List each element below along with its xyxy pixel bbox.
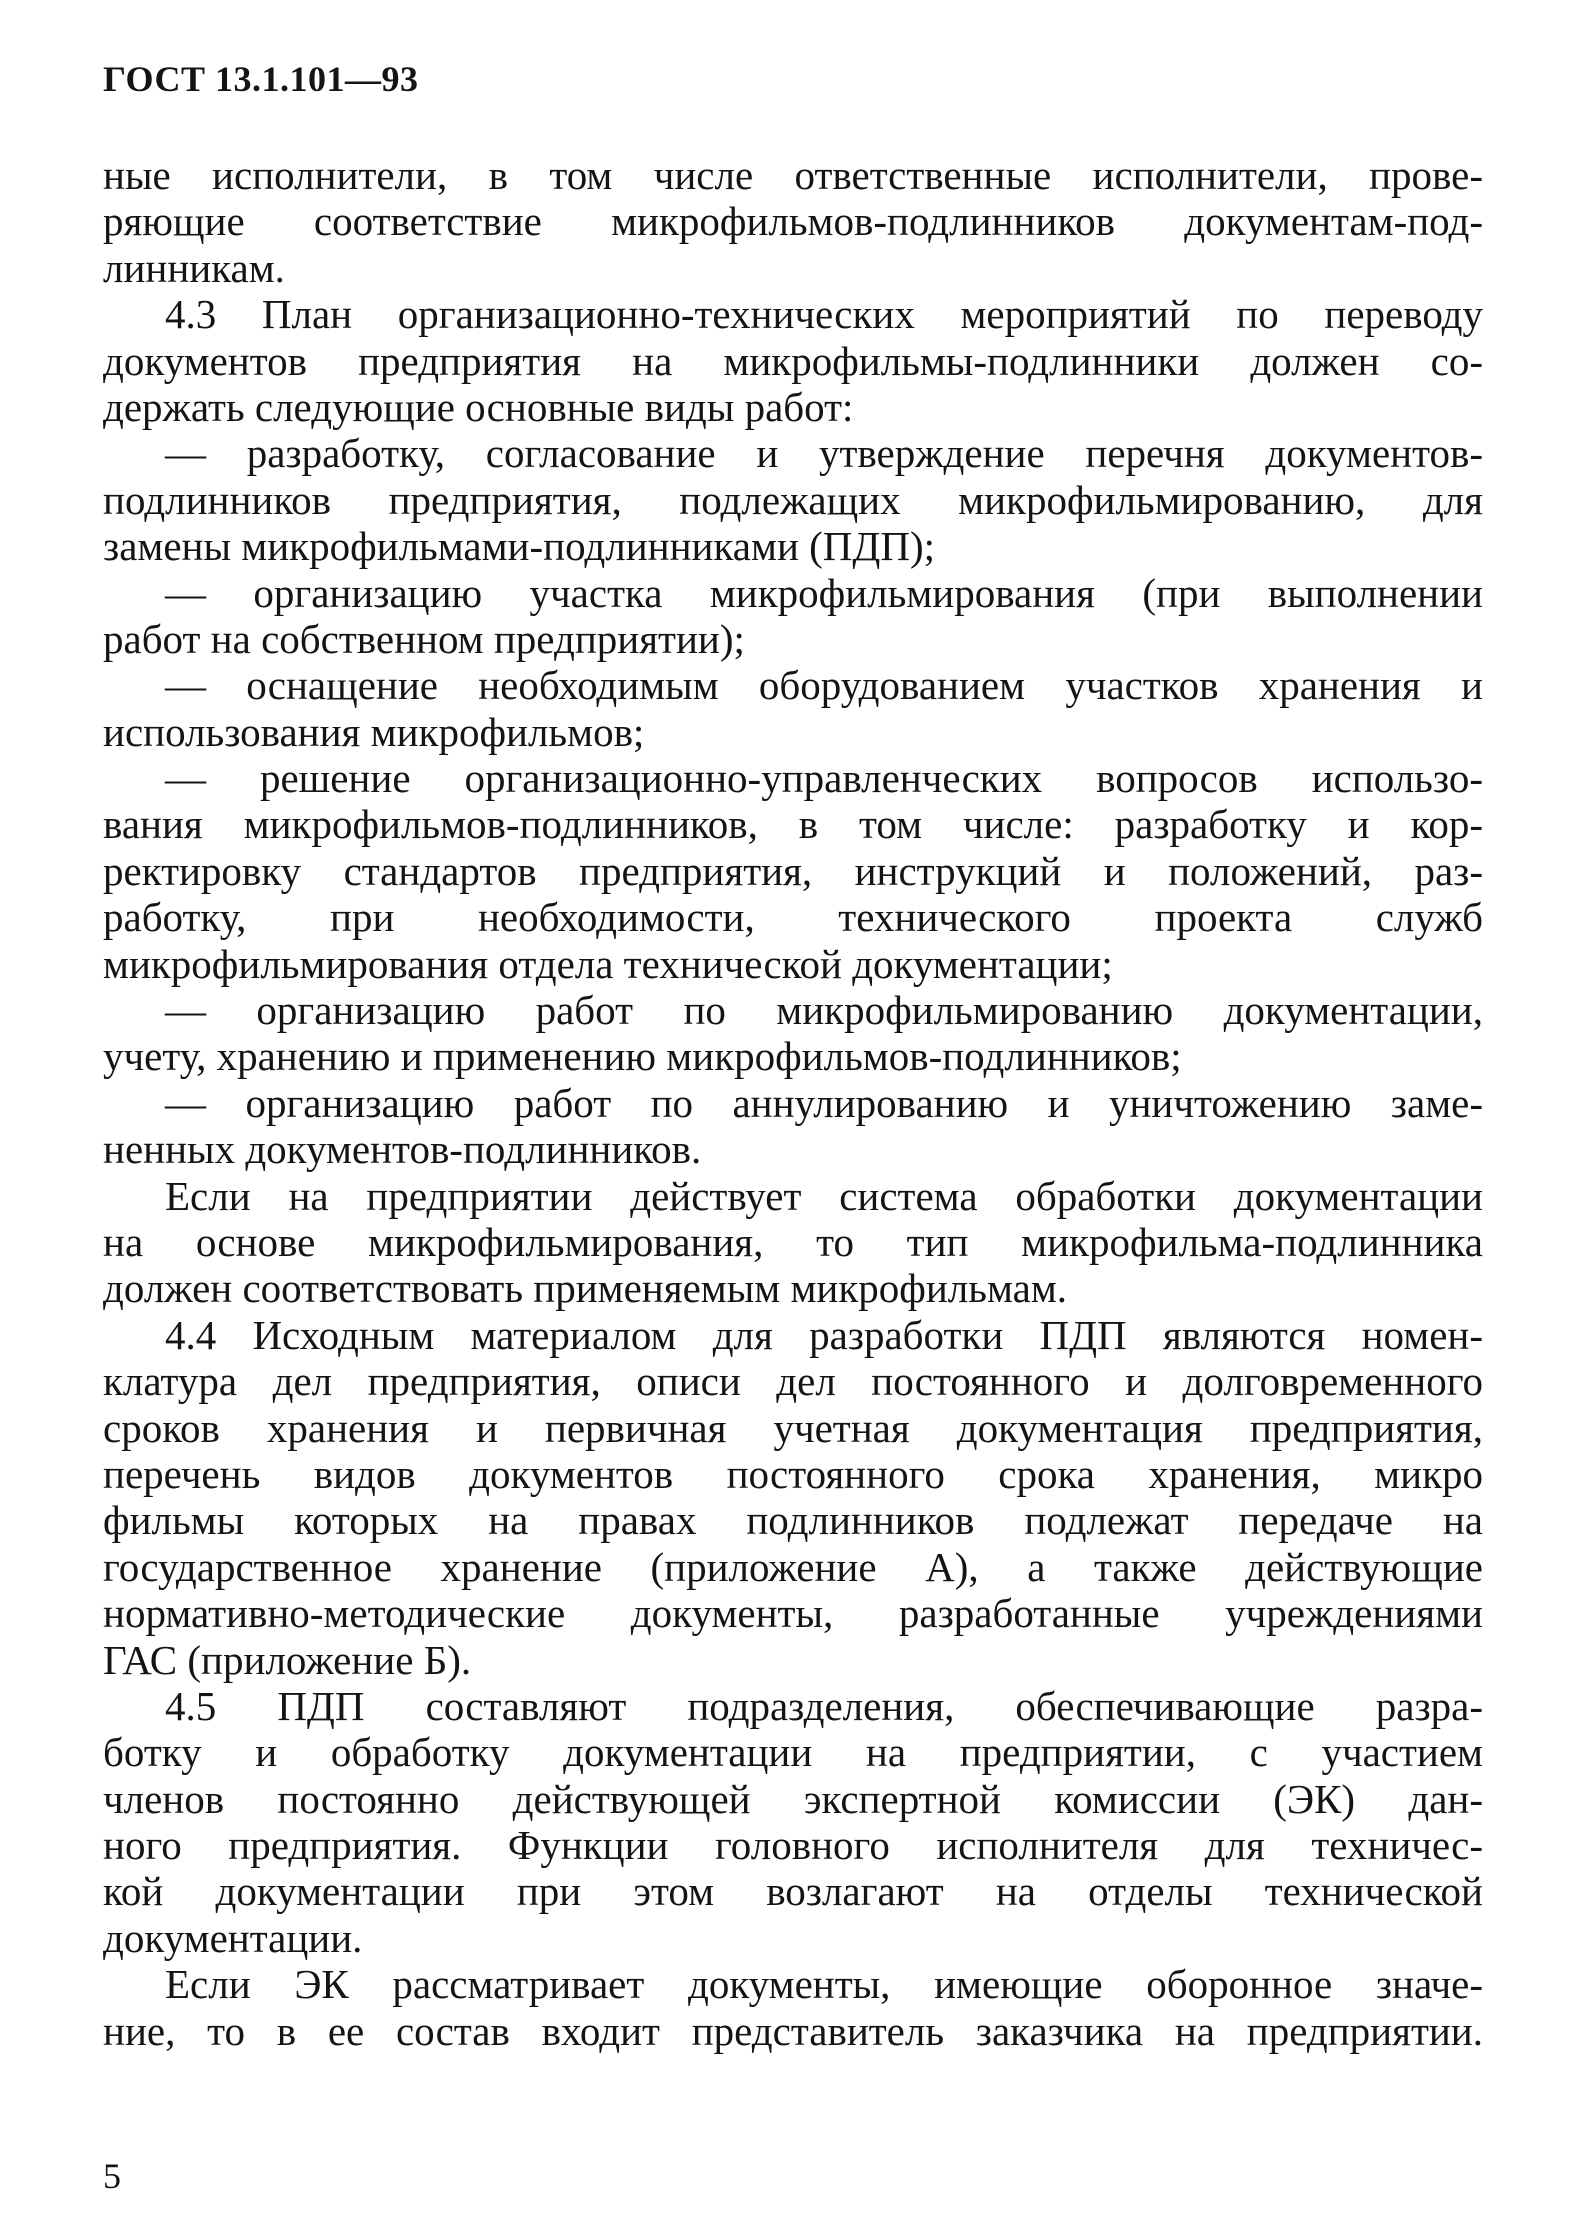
- text-line: Если на предприятии действует система обработки документации: [165, 1172, 1483, 1219]
- text-line: 4.5 ПДП составляют подразделения, обеспечивающие разра-: [165, 1682, 1483, 1729]
- text-line: документации.: [103, 1914, 363, 1961]
- text-line: замены микрофильмами-подлинниками (ПДП);: [103, 523, 936, 570]
- text-line: учету, хранению и применению микрофильмов-подлинников;: [103, 1033, 1182, 1080]
- text-line: членов постоянно действующей экспертной комиссии (ЭК) дан-: [103, 1775, 1483, 1822]
- text-line: — разработку, согласование и утверждение перечня документов-: [165, 430, 1483, 477]
- text-line: — организацию работ по аннулированию и уничтожению заме-: [165, 1079, 1483, 1126]
- text-line: ряющие соответствие микрофильмов-подлинников документам-под-: [103, 198, 1483, 245]
- text-line: линникам.: [103, 244, 285, 291]
- text-line: кой документации при этом возлагают на отделы технической: [103, 1868, 1483, 1915]
- text-line: 4.3 План организационно-технических мероприятий по переводу: [165, 291, 1483, 338]
- text-line: ние, то в ее состав входит представитель заказчика на предприятии.: [103, 2007, 1483, 2054]
- text-line: использования микрофильмов;: [103, 708, 645, 755]
- text-line: перечень видов документов постоянного срока хранения, микро: [103, 1450, 1483, 1497]
- text-line: ректировку стандартов предприятия, инструкций и положений, раз-: [103, 847, 1483, 894]
- text-line: ненных документов-подлинников.: [103, 1126, 702, 1173]
- text-line: Если ЭК рассматривает документы, имеющие оборонное значе-: [165, 1961, 1483, 2008]
- text-line: клатура дел предприятия, описи дел постоянного и долговременного: [103, 1358, 1483, 1405]
- text-line: — организацию работ по микрофильмированию документации,: [165, 987, 1483, 1034]
- text-line: нормативно-методические документы, разработанные учреждениями: [103, 1590, 1483, 1637]
- document-code-header: ГОСТ 13.1.101—93: [103, 59, 419, 99]
- text-line: на основе микрофильмирования, то тип микрофильма-подлинника: [103, 1218, 1483, 1265]
- text-line: — организацию участка микрофильмирования (при выполнении: [165, 569, 1483, 616]
- text-line: работку, при необходимости, технического проекта служб: [103, 894, 1483, 941]
- text-line: держать следующие основные виды работ:: [103, 383, 854, 430]
- text-line: ГАС (приложение Б).: [103, 1636, 472, 1683]
- text-line: — решение организационно-управленческих вопросов использо-: [165, 755, 1483, 802]
- text-line: — оснащение необходимым оборудованием участков хранения и: [165, 662, 1483, 709]
- text-line: 4.4 Исходным материалом для разработки ПДП являются номен-: [165, 1311, 1483, 1358]
- text-line: подлинников предприятия, подлежащих микрофильмированию, для: [103, 476, 1483, 523]
- text-line: сроков хранения и первичная учетная документация предприятия,: [103, 1404, 1483, 1451]
- text-line: фильмы которых на правах подлинников подлежат передаче на: [103, 1497, 1483, 1544]
- text-line: государственное хранение (приложение А), а также действующие: [103, 1543, 1483, 1590]
- text-line: микрофильмирования отдела технической документации;: [103, 940, 1113, 987]
- text-line: документов предприятия на микрофильмы-подлинники должен со-: [103, 337, 1483, 384]
- text-line: ботку и обработку документации на предприятии, с участием: [103, 1729, 1483, 1776]
- text-line: должен соответствовать применяемым микрофильмам.: [103, 1265, 1068, 1312]
- text-line: работ на собственном предприятии);: [103, 615, 745, 662]
- text-line: вания микрофильмов-подлинников, в том числе: разработку и кор-: [103, 801, 1483, 848]
- document-body: [103, 152, 1483, 2054]
- text-line: ного предприятия. Функции головного исполнителя для техничес-: [103, 1822, 1483, 1869]
- page-number: 5: [103, 2156, 121, 2196]
- text-line: ные исполнители, в том числе ответственные исполнители, прове-: [103, 152, 1483, 198]
